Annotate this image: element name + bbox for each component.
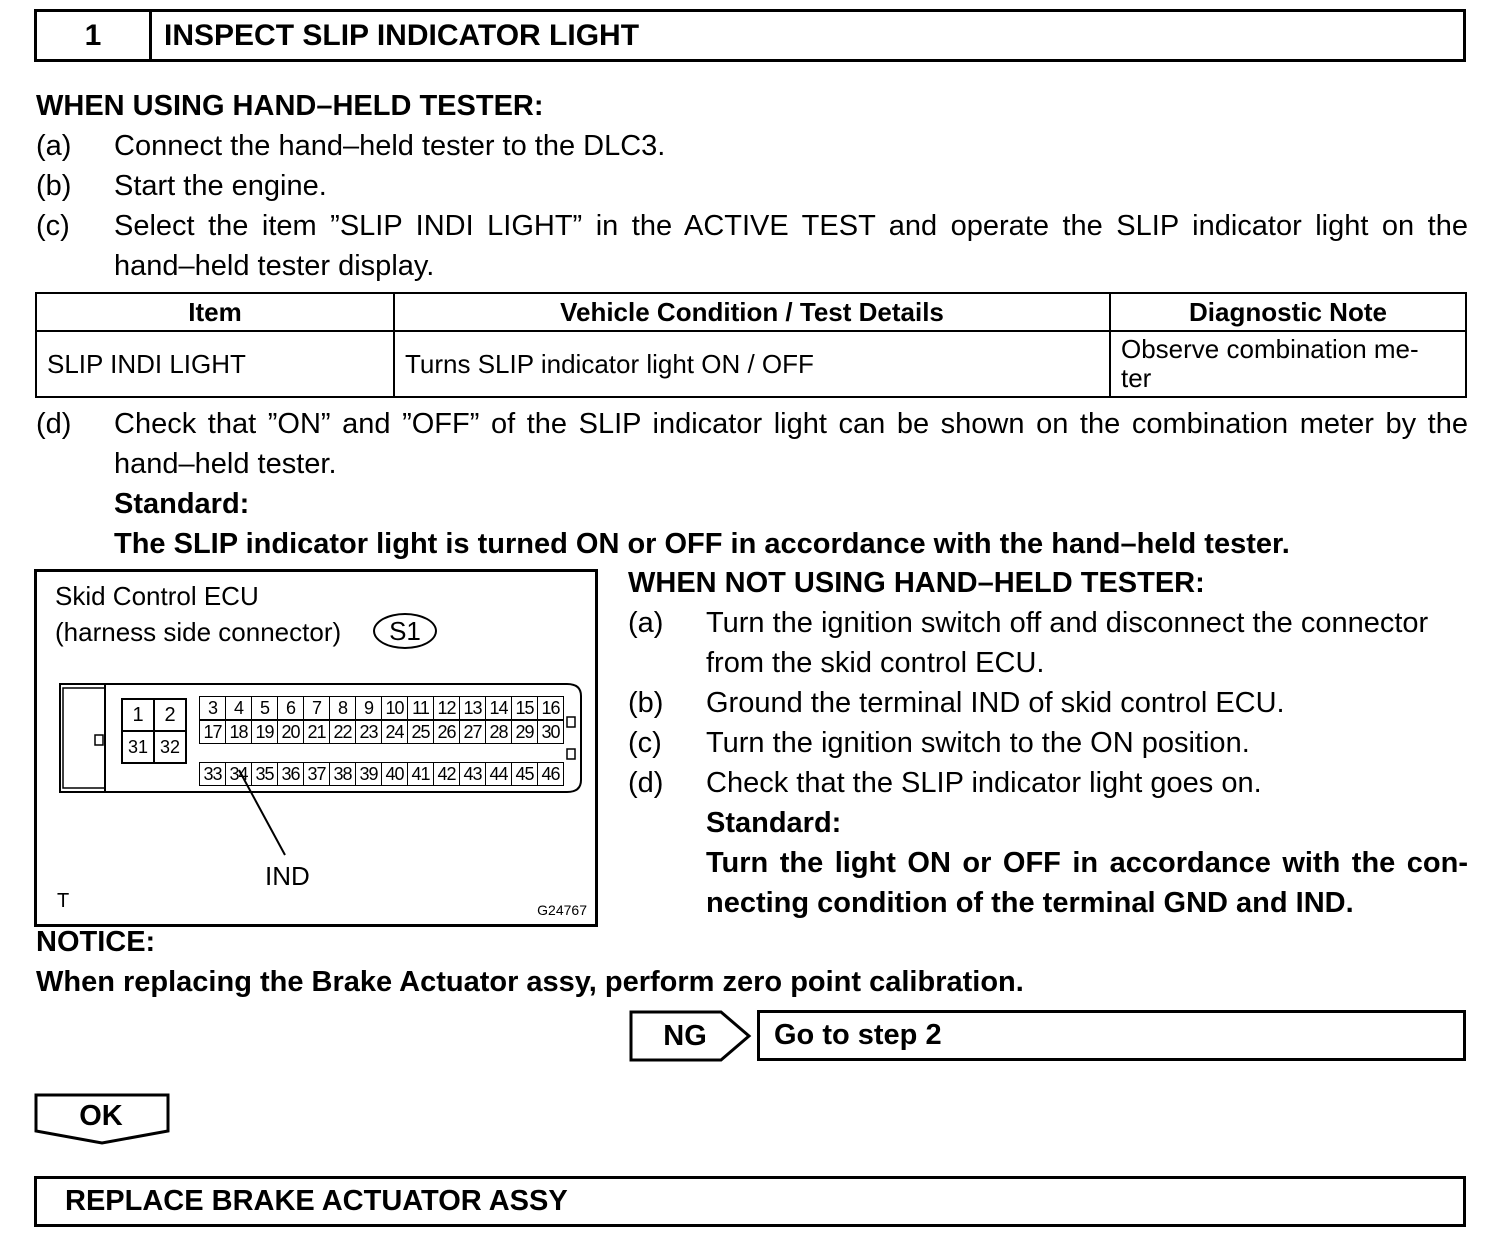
figure-code: G24767 [537,902,587,918]
step-header [34,9,1466,62]
column-header: Vehicle Condition / Test Details [394,293,1110,331]
pin: 37 [304,763,330,785]
step-text: Turn the ignition switch to the ON position. [706,727,1250,759]
pin: 21 [304,721,330,743]
pin: 31 [122,731,154,763]
pin: 23 [356,721,382,743]
pin-row-bottom [199,762,564,786]
tester-step-d [36,404,1468,484]
step-text-line1: Select the item ”SLIP INDI LIGHT” in the ACTIVE TEST and operate the SLIP indicator light on the [114,210,1468,242]
pin: 9 [356,697,382,719]
pin: 33 [200,763,226,785]
pin: 17 [200,721,226,743]
corner-mark: T [57,890,70,912]
pin: 35 [252,763,278,785]
diagram-subtitle: (harness side connector) [55,617,342,647]
pin: 39 [356,763,382,785]
pin: 11 [408,697,434,719]
final-action-box [34,1176,1466,1227]
table-cell-note [1110,331,1466,397]
notice-label: NOTICE: [36,926,156,958]
tester-step-a [36,126,1468,166]
pin: 2 [154,699,186,731]
pin: 20 [278,721,304,743]
tester-step-b [36,166,1468,206]
table-header-row [36,293,1466,331]
ng-action-box [757,1010,1466,1061]
pin-row-middle [199,720,564,744]
final-action-text: REPLACE BRAKE ACTUATOR ASSY [65,1185,568,1217]
pin: 18 [226,721,252,743]
pin: 41 [408,763,434,785]
no-tester-standard-line2: necting condition of the terminal GND and IND. [706,887,1354,919]
pin: 19 [252,721,278,743]
pin: 34 [226,763,252,785]
step-label: (d) [36,408,72,440]
pin: 27 [460,721,486,743]
pin: 29 [512,721,538,743]
active-test-table [35,292,1467,398]
pin: 13 [460,697,486,719]
ok-label: OK [79,1099,123,1132]
pin: 40 [382,763,408,785]
ng-action-text: Go to step 2 [774,1019,942,1051]
note-line2: ter [1121,363,1152,393]
notice-text: When replacing the Brake Actuator assy, perform zero point calibration. [36,966,1024,998]
pin: 5 [252,697,278,719]
pin: 3 [200,697,226,719]
pin-row-top [199,696,564,720]
no-tester-standard-label: Standard: [706,807,842,839]
diagram-title: Skid Control ECU [55,581,259,611]
pin: 38 [330,763,356,785]
step-text-line2: hand–held tester. [114,448,337,480]
step-text-line1: Turn the ignition switch off and disconnect the connector [706,607,1429,639]
pin: 42 [434,763,460,785]
no-tester-standard-line1: Turn the light ON or OFF in accordance with the con- [706,847,1468,879]
pin: 14 [486,697,512,719]
pin: 12 [434,697,460,719]
connector-id-badge: S1 [373,613,437,649]
pin: 44 [486,763,512,785]
pin: 30 [541,721,560,742]
step-label: (b) [36,170,72,202]
no-tester-step-c [628,723,1468,763]
pin: 1 [122,699,154,731]
table-cell-details: Turns SLIP indicator light ON / OFF [394,331,1110,397]
no-tester-heading: WHEN NOT USING HAND–HELD TESTER: [628,567,1205,599]
pin: 6 [278,697,304,719]
step-text-line1: Check that ”ON” and ”OFF” of the SLIP indicator light can be shown on the combination meter by the [114,408,1468,440]
tester-step-c [36,206,1468,286]
connector-diagram [34,569,598,927]
pin: 32 [154,731,186,763]
pin: 4 [226,697,252,719]
step-label: (a) [36,130,72,162]
no-tester-step-a [628,603,1468,683]
pin: 22 [330,721,356,743]
step-text-line2: hand–held tester display. [114,250,435,282]
no-tester-step-d [628,763,1468,803]
step-label: (c) [36,210,70,242]
pin-block-left [121,698,187,764]
table-row [36,331,1466,397]
ng-label: NG [663,1019,707,1052]
step-label: (b) [628,687,664,719]
terminal-label-ind: IND [265,861,310,891]
step-label: (a) [628,607,664,639]
pin: 16 [541,697,560,718]
note-line1: Observe combination me- [1121,334,1419,364]
column-header: Item [36,293,394,331]
pin: 46 [541,763,560,784]
tester-standard-text: The SLIP indicator light is turned ON or OFF in accordance with the hand–held tester. [114,528,1290,560]
pin: 25 [408,721,434,743]
pin: 8 [330,697,356,719]
pin: 7 [304,697,330,719]
step-text: Ground the terminal IND of skid control ECU. [706,687,1285,719]
step-number: 1 [37,12,152,59]
pin: 36 [278,763,304,785]
tester-standard-label: Standard: [114,488,250,520]
no-tester-step-b [628,683,1468,723]
step-text: Start the engine. [114,170,327,202]
step-label: (c) [628,727,662,759]
pin: 10 [382,697,408,719]
pin: 26 [434,721,460,743]
pin: 24 [382,721,408,743]
column-header: Diagnostic Note [1110,293,1466,331]
step-text-line2: from the skid control ECU. [706,647,1045,679]
step-title: INSPECT SLIP INDICATOR LIGHT [164,18,640,52]
step-text: Check that the SLIP indicator light goes on. [706,767,1262,799]
tester-heading: WHEN USING HAND–HELD TESTER: [36,90,544,122]
pin: 28 [486,721,512,743]
pin: 45 [512,763,538,785]
step-label: (d) [628,767,664,799]
table-cell-item: SLIP INDI LIGHT [36,331,394,397]
pin: 43 [460,763,486,785]
pin: 15 [512,697,538,719]
step-text: Connect the hand–held tester to the DLC3. [114,130,666,162]
